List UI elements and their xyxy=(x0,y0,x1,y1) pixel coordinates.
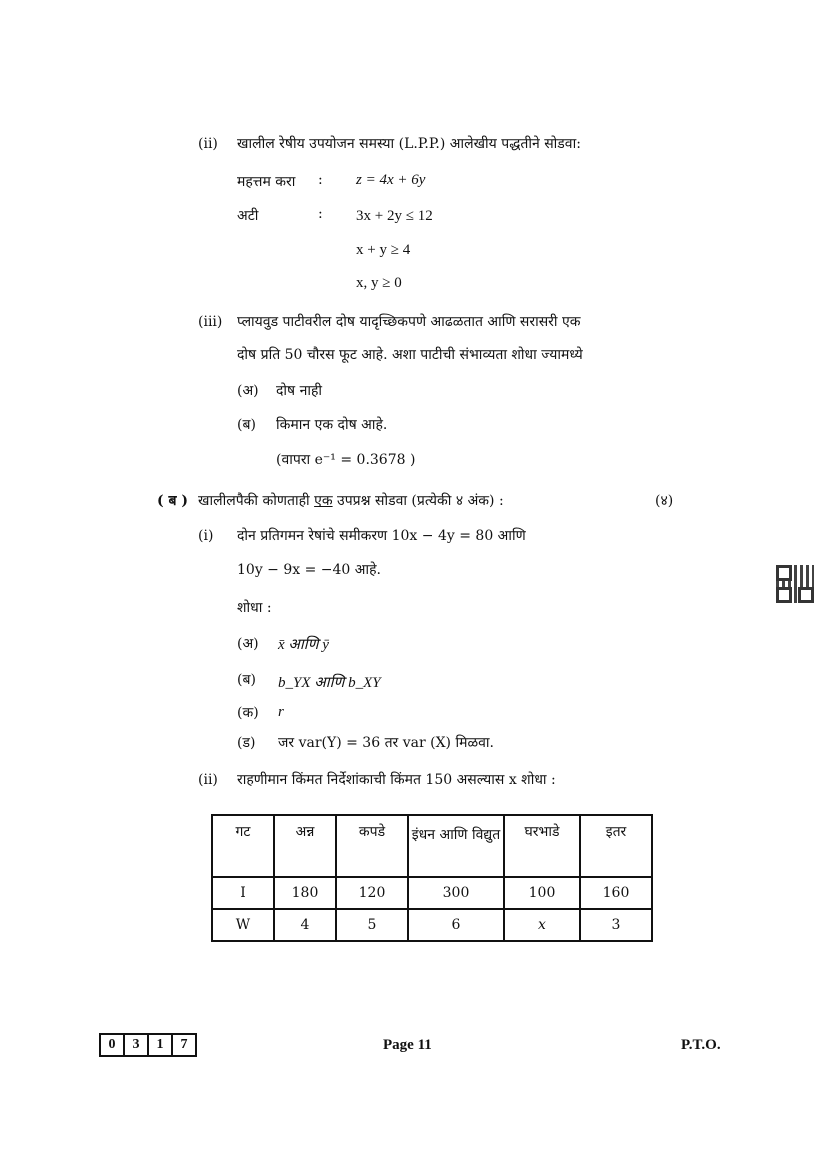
b1-d-text: जर var(Y) = 36 तर var (X) मिळवा. xyxy=(278,735,494,751)
table-cell: 120 xyxy=(336,877,408,909)
paper-code-box xyxy=(99,1033,197,1057)
b1-line-2: 10y − 9x = −40 आहे. xyxy=(237,562,381,578)
table-cell: 6 xyxy=(408,909,504,941)
q3-line-2: दोष प्रति 50 चौरस फूट आहे. अशा पाटीची संभाव्यता शोधा ज्यामध्ये xyxy=(237,347,583,363)
maximize-label: महत्तम करा xyxy=(237,174,296,190)
table-cell: 300 xyxy=(408,877,504,909)
b2-text: राहणीमान किंमत निर्देशांकाची किंमत 150 असल्यास x शोधा : xyxy=(237,772,556,788)
q2-text: खालील रेषीय उपयोजन समस्या (L.P.P.) आलेखीय पद्धतीने सोडवा: xyxy=(237,136,581,152)
table-cell: 4 xyxy=(274,909,336,941)
q3-hint: (वापरा e⁻¹ = 0.3678 ) xyxy=(276,452,416,468)
constraint-3: x, y ≥ 0 xyxy=(356,275,402,291)
index-table xyxy=(211,814,653,942)
b1-find: शोधा : xyxy=(237,600,272,616)
section-b-text-underlined: एक xyxy=(314,493,333,509)
b1-a-label: (अ) xyxy=(237,636,259,652)
table-cell: 3 xyxy=(580,909,652,941)
section-b-marks: (४) xyxy=(655,493,674,509)
q2-label: (ii) xyxy=(198,136,218,152)
b1-label: (i) xyxy=(198,528,214,544)
constraint-2: x + y ≥ 4 xyxy=(356,242,411,258)
q3-option-a-label: (अ) xyxy=(237,383,259,399)
paper-code-digit: 0 xyxy=(101,1035,125,1055)
table-cell: 100 xyxy=(504,877,580,909)
pto-label: P.T.O. xyxy=(681,1037,721,1053)
section-b-text-post: उपप्रश्न सोडवा (प्रत्येकी ४ अंक) : xyxy=(337,493,504,509)
table-header-text: इंधन आणि विद्युत xyxy=(411,827,501,843)
table-cell: I xyxy=(212,877,274,909)
q3-label: (iii) xyxy=(198,314,223,330)
table-cell: W xyxy=(212,909,274,941)
b1-c-text: r xyxy=(278,704,284,720)
q3-option-a: दोष नाही xyxy=(276,383,323,399)
b1-c-label: (क) xyxy=(237,705,259,721)
section-b-instruction xyxy=(198,491,504,510)
table-header-row xyxy=(212,815,652,877)
table-cell: 160 xyxy=(580,877,652,909)
table-cell: 5 xyxy=(336,909,408,941)
q3-option-b-label: (ब) xyxy=(237,417,256,433)
b2-label: (ii) xyxy=(198,772,218,788)
table-header xyxy=(408,815,504,877)
page-number: Page 11 xyxy=(383,1037,432,1053)
section-b-label: ( ब ) xyxy=(157,493,188,509)
b1-d-label: (ड) xyxy=(237,735,256,751)
paper-code-digit: 1 xyxy=(149,1035,173,1055)
table-header: गट xyxy=(212,815,274,877)
q3-option-b: किमान एक दोष आहे. xyxy=(276,417,388,433)
b1-a-text: x̄ आणि ȳ xyxy=(278,637,329,653)
table-row xyxy=(212,877,652,909)
table-row xyxy=(212,909,652,941)
b1-b-label: (ब) xyxy=(237,672,256,688)
table-cell: 180 xyxy=(274,877,336,909)
b1-b-text: b_YX आणि b_XY xyxy=(278,675,381,691)
q3-line-1: प्लायवुड पाटीवरील दोष यादृच्छिकपणे आढळतात आणि सरासरी एक xyxy=(237,314,581,330)
objective-function: z = 4x + 6y xyxy=(356,172,426,188)
table-cell: x xyxy=(504,909,580,941)
paper-code-digit: 7 xyxy=(180,1037,188,1052)
paper-code-digit: 3 xyxy=(125,1035,149,1055)
table-header: कपडे xyxy=(336,815,408,877)
section-b-text-pre: खालीलपैकी कोणताही xyxy=(198,493,310,509)
subject-to-label: अटी xyxy=(237,208,259,224)
constraint-1: 3x + 2y ≤ 12 xyxy=(356,208,433,224)
table-header: घरभाडे xyxy=(504,815,580,877)
maximize-colon: : xyxy=(318,172,323,188)
table-header: इतर xyxy=(580,815,652,877)
subject-to-colon: : xyxy=(318,206,323,222)
b1-line-1: दोन प्रतिगमन रेषांचे समीकरण 10x − 4y = 80 आणि xyxy=(237,528,526,544)
table-header: अन्न xyxy=(274,815,336,877)
qr-code xyxy=(776,565,814,603)
